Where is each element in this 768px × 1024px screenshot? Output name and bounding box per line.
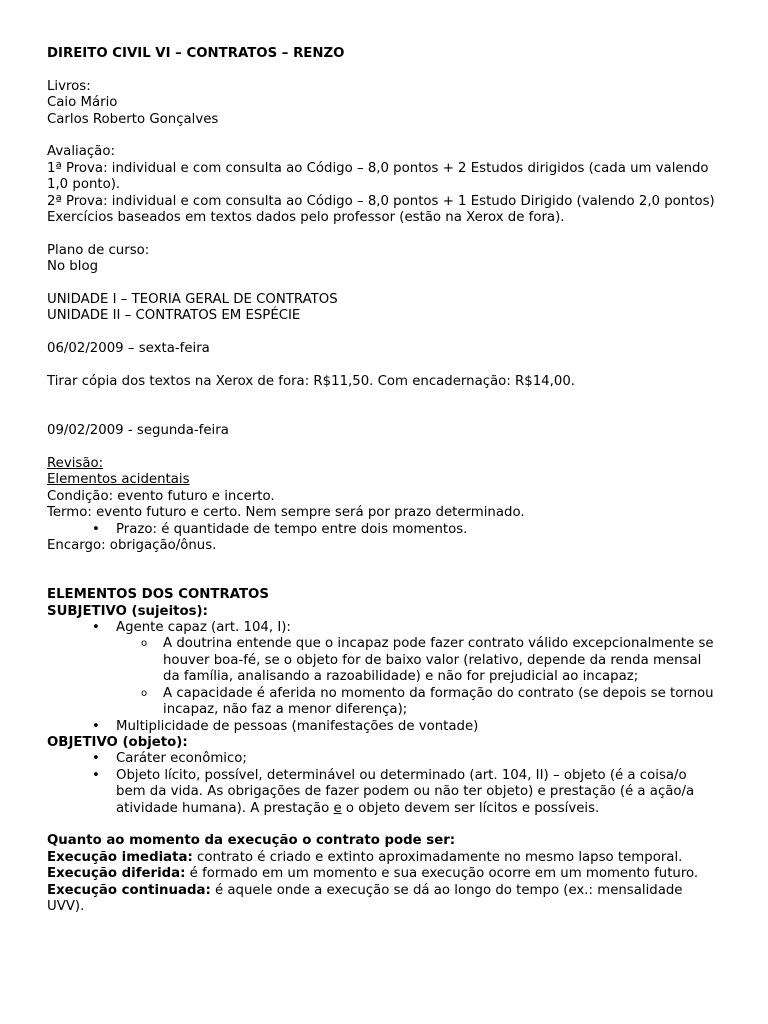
list-item: • Multiplicidade de pessoas (manifestações de vontade) (47, 719, 717, 735)
objetivo-heading: OBJETIVO (objeto): (47, 734, 188, 750)
livros-heading: Livros: (47, 78, 91, 94)
livro-item: Carlos Roberto Gonçalves (47, 111, 219, 127)
execucao-heading: Quanto ao momento da execução o contrato pode ser: (47, 833, 456, 849)
objetivo-list (47, 751, 717, 817)
plano-heading: Plano de curso: (47, 242, 150, 258)
date-line: 06/02/2009 – sexta-feira (47, 341, 210, 357)
plano-value: No blog (47, 259, 99, 275)
subjetivo-list (47, 620, 717, 735)
sub-list-item: o A capacidade é aferida no momento da formação do contrato (se depois se tornou incapaz, não faz a menor diferença); (47, 686, 717, 719)
condicao-line: Condição: evento futuro e incerto. (47, 488, 275, 504)
list-item: • Objeto lícito, possível, determinável ou determinado (art. 104, II) – objeto (é a coisa/o bem da vida. As obrigações de fazer podem ou não ter objeto) e prestação (é a ação/a atividade humana). A prestação e o objeto devem ser lícitos e possíveis. (47, 768, 717, 817)
avaliacao-line: 2ª Prova: individual e com consulta ao Código – 8,0 pontos + 1 Estudo Dirigido (valendo 2,0 pontos) (47, 193, 715, 209)
avaliacao-heading: Avaliação: (47, 144, 115, 160)
copia-line: Tirar cópia dos textos na Xerox de fora: R$11,50. Com encadernação: R$14,00. (47, 374, 576, 390)
elementos-heading: ELEMENTOS DOS CONTRATOS (47, 587, 269, 603)
livro-item: Caio Mário (47, 95, 118, 111)
avaliacao-line: Exercícios baseados em textos dados pelo professor (estão na Xerox de fora). (47, 210, 565, 226)
revisao-subheading: Elementos acidentais (47, 472, 190, 488)
document-title: DIREITO CIVIL VI – CONTRATOS – RENZO (47, 46, 345, 61)
unidade-line: UNIDADE II – CONTRATOS EM ESPÉCIE (47, 308, 301, 324)
subjetivo-heading: SUBJETIVO (sujeitos): (47, 603, 208, 619)
agente-sublist (47, 636, 717, 718)
unidade-line: UNIDADE I – TEORIA GERAL DE CONTRATOS (47, 292, 338, 308)
execucao-continuada: Execução continuada: é aquele onde a execução se dá ao longo do tempo (ex.: mensalidade UVV). (47, 882, 683, 914)
termo-list (47, 522, 717, 538)
execucao-imediata: Execução imediata: contrato é criado e extinto aproximadamente no mesmo lapso temporal. (47, 849, 683, 865)
encargo-line: Encargo: obrigação/ônus. (47, 538, 217, 554)
date-line: 09/02/2009 - segunda-feira (47, 423, 229, 439)
list-item: • Caráter econômico; (47, 751, 717, 767)
execucao-diferida: Execução diferida: é formado em um momento e sua execução ocorre em um momento futuro. (47, 866, 699, 882)
sub-list-item: o A doutrina entende que o incapaz pode fazer contrato válido excepcionalmente se houver boa-fé, se o objeto for de baixo valor (relativo, depende da renda mensal da família, analisando a razoabilidade) e não for prejudicial ao incapaz; (47, 636, 717, 685)
list-item: • Prazo: é quantidade de tempo entre dois momentos. (47, 522, 717, 538)
termo-line: Termo: evento futuro e certo. Nem sempre será por prazo determinado. (47, 505, 525, 521)
list-item: • Agente capaz (art. 104, I): o A doutrina entende que o incapaz pode fazer contrato válido excepcionalmente se houver boa-fé, se o objeto for de baixo valor (relativo, depende da renda mensal da família, analisando a razoabilidade) e não for prejudicial ao incapaz; o A capacidade é aferida no momento da formação do contrato (se depois se tornou incapaz, não faz a menor diferença); (47, 620, 717, 718)
avaliacao-line: 1ª Prova: individual e com consulta ao Código – 8,0 pontos + 2 Estudos dirigidos (cada um valendo 1,0 ponto). (47, 160, 709, 193)
revisao-heading: Revisão: (47, 456, 104, 472)
